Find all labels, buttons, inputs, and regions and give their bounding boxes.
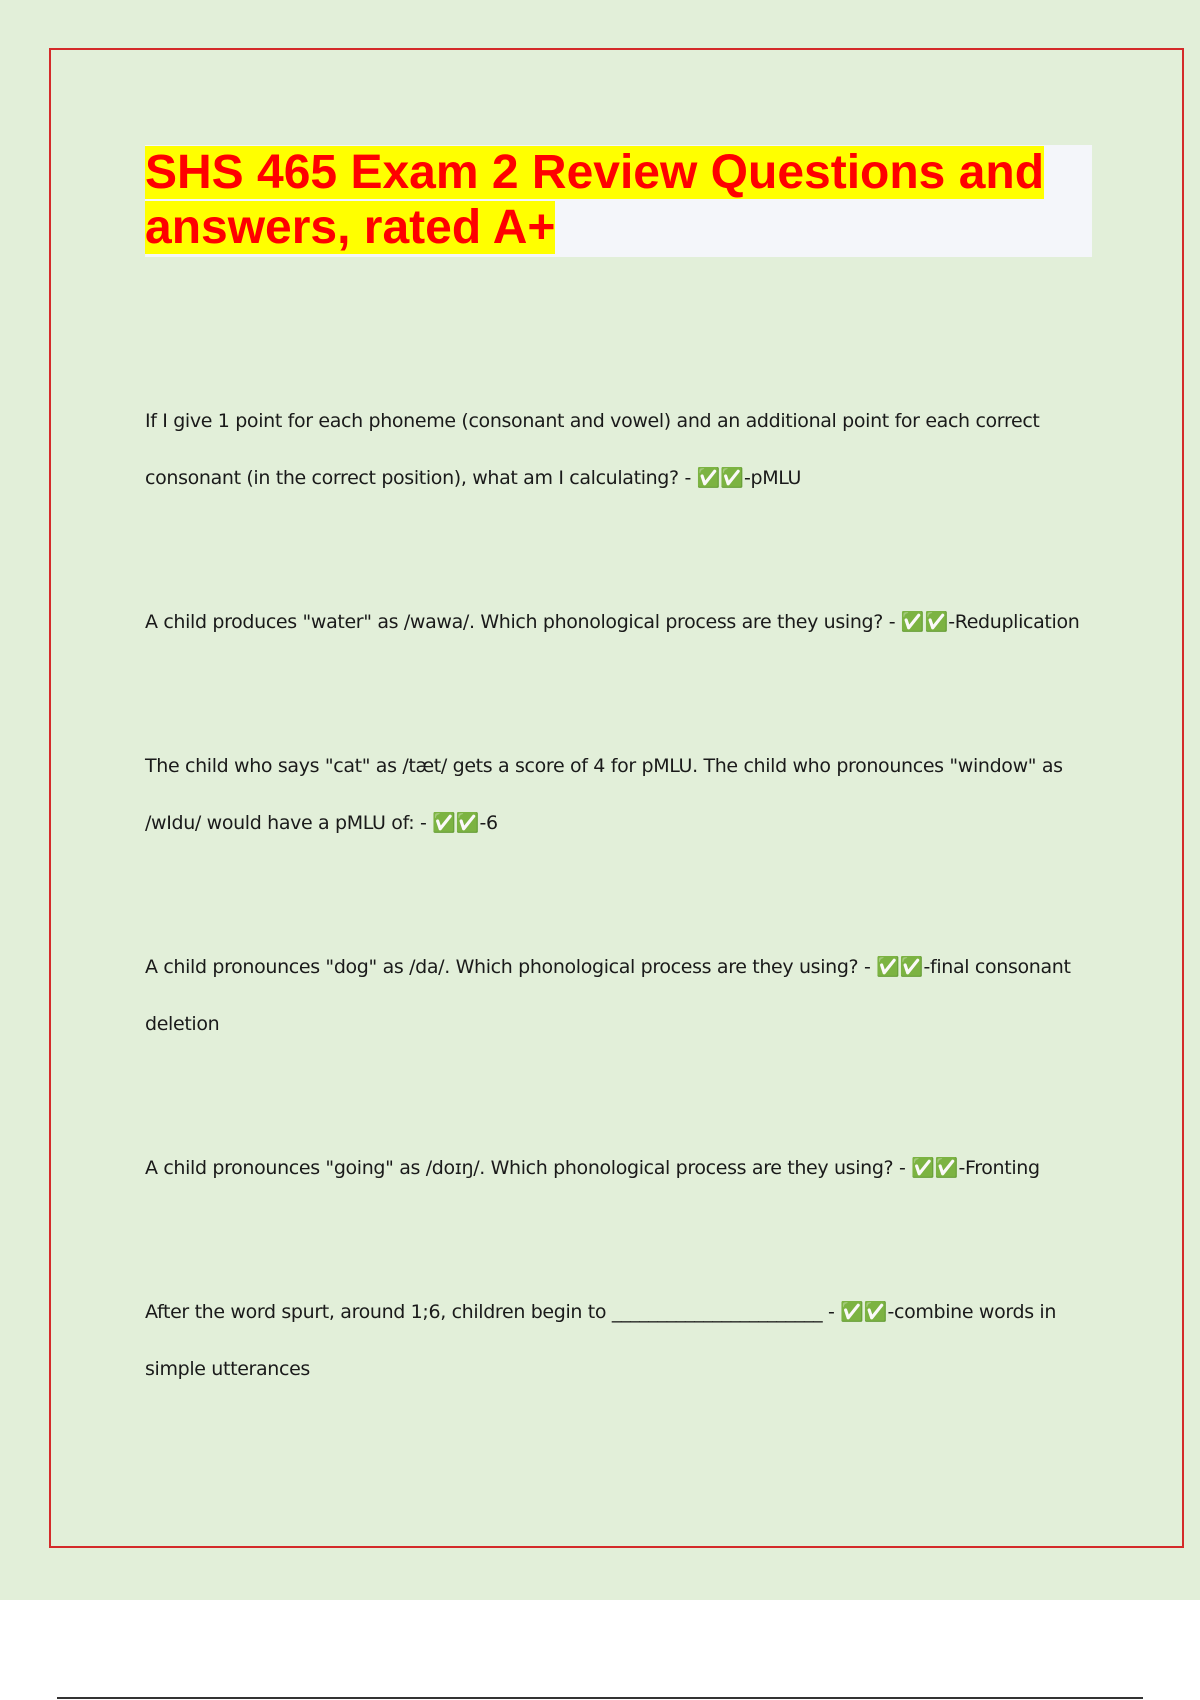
question-text: A child produces "water" as /wawa/. Which phonological process are they using?	[145, 611, 883, 633]
separator: -	[858, 956, 877, 978]
footer-rule	[57, 1697, 1143, 1699]
answer-text: -6	[479, 812, 498, 834]
double-check-icon: ✅✅	[911, 1157, 959, 1179]
answer-text: -combine words in simple utterances	[145, 1301, 1057, 1380]
question-text: A child pronounces "going" as /doɪŋ/. Which phonological process are they using?	[145, 1157, 894, 1179]
question-text: A child pronounces "dog" as /da/. Which phonological process are they using?	[145, 956, 859, 978]
qa-list	[145, 393, 1085, 1398]
document-title: SHS 465 Exam 2 Review Questions and answers, rated A+	[145, 146, 1045, 254]
answer-text: -pMLU	[743, 467, 802, 489]
double-check-icon: ✅✅	[696, 467, 744, 489]
qa-item	[145, 1284, 1085, 1398]
double-check-icon: ✅✅	[900, 611, 949, 633]
separator: -	[883, 611, 901, 633]
answer-text: -Reduplication	[948, 611, 1080, 633]
qa-item	[145, 939, 1085, 1053]
double-check-icon: ✅✅	[840, 1301, 888, 1323]
question-text: If I give 1 point for each phoneme (consonant and vowel) and an additional point for each correct consonant (in the correct position), what am I calculating?	[145, 410, 1040, 489]
double-check-icon: ✅✅	[876, 956, 924, 978]
double-check-icon: ✅✅	[432, 812, 480, 834]
qa-item	[145, 1140, 1085, 1197]
answer-text: -final consonant deletion	[145, 956, 1071, 1035]
separator: -	[822, 1301, 841, 1323]
answer-text: -Fronting	[958, 1157, 1040, 1179]
qa-item	[145, 393, 1085, 507]
separator: -	[414, 812, 433, 834]
separator: -	[678, 467, 697, 489]
qa-item	[145, 594, 1085, 651]
qa-item	[145, 738, 1085, 852]
question-text: The child who says "cat" as /tæt/ gets a score of 4 for pMLU. The child who pronounces "window" as /wIdu/ would have a pMLU of:	[145, 755, 1063, 834]
question-text: After the word spurt, around 1;6, children begin to _______________________	[145, 1301, 823, 1323]
separator: -	[893, 1157, 912, 1179]
